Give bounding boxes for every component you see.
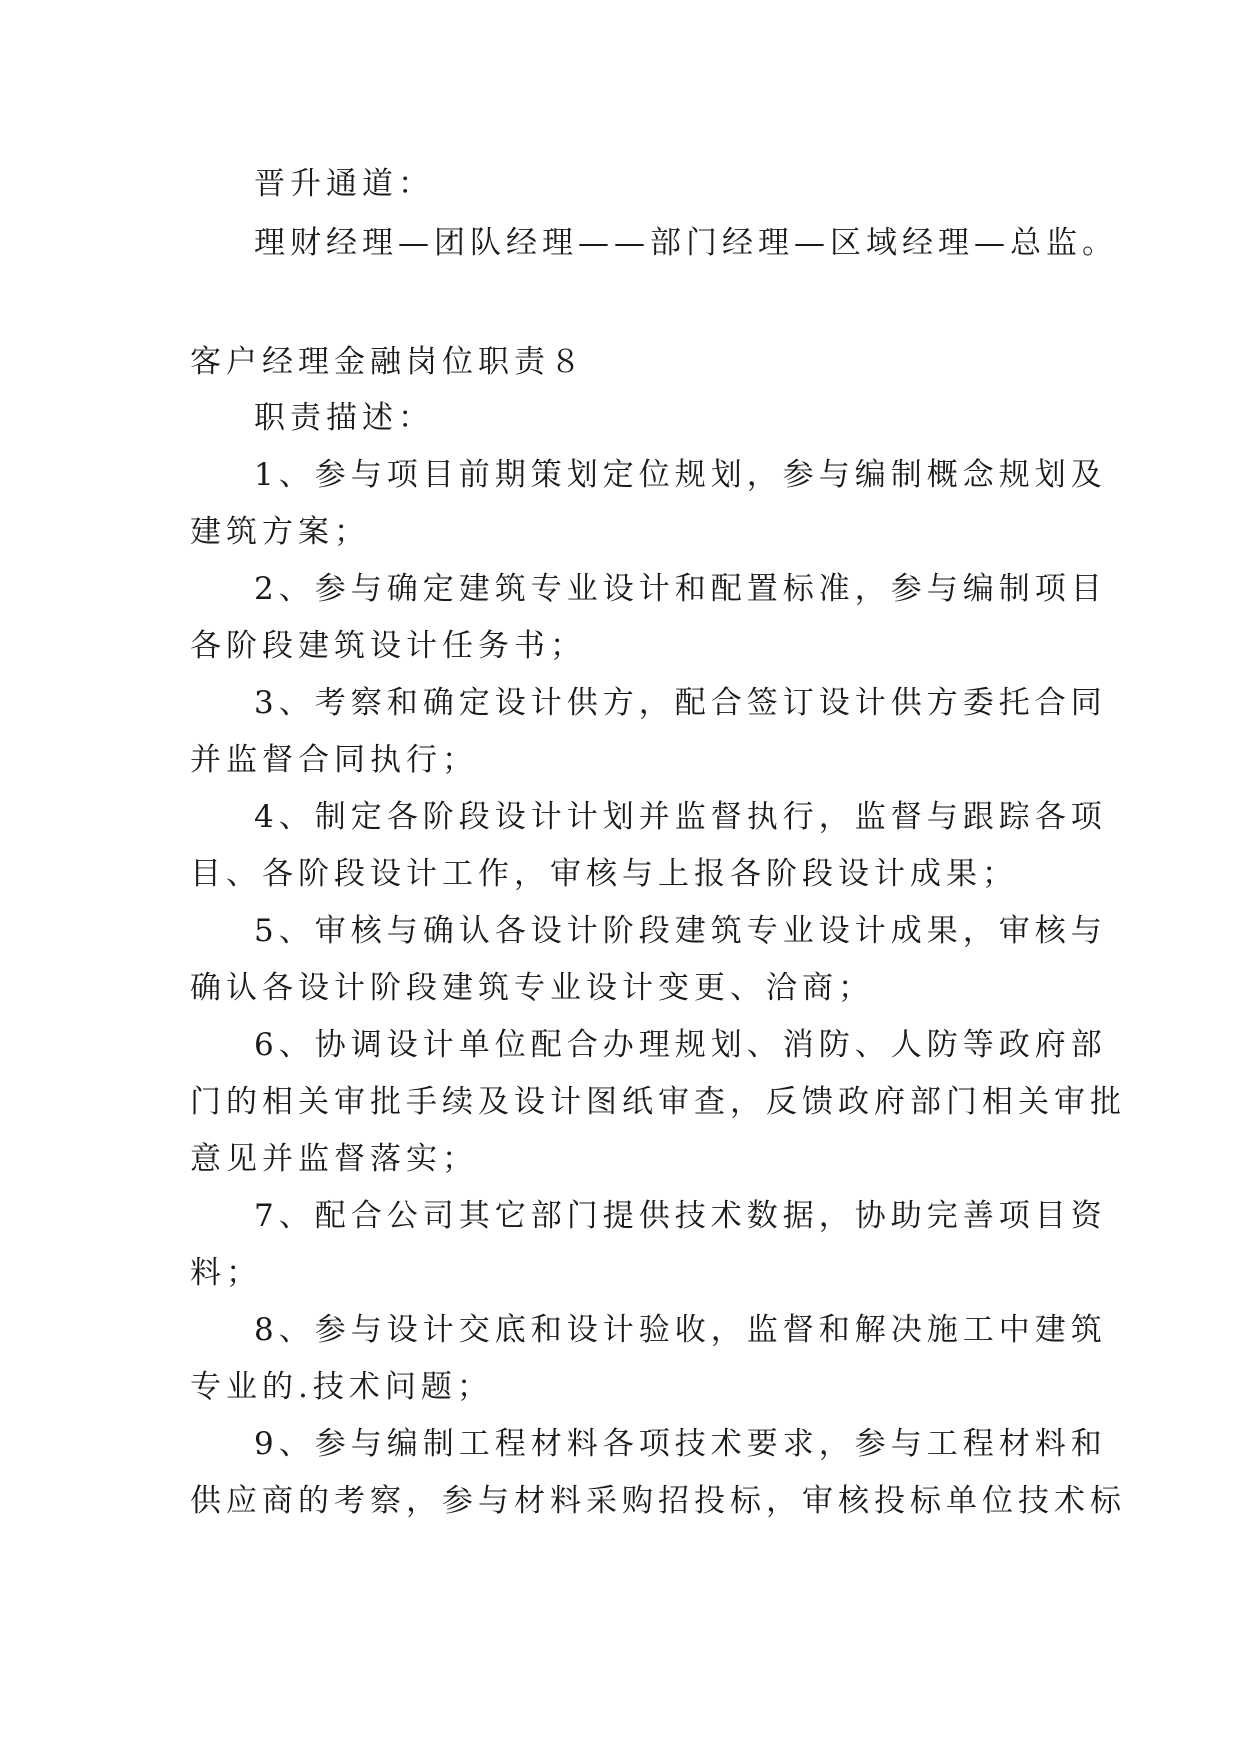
duty-2-line-2: 各阶段建筑设计任务书；: [190, 628, 586, 664]
duty-5-line-2: 确认各设计阶段建筑专业设计变更、洽商；: [190, 970, 874, 1006]
promotion-path: 理财经理—团队经理——部门经理—区域经理—总监。: [254, 225, 1118, 261]
duty-2-line-1: 2、参与确定建筑专业设计和配置标准，参与编制项目: [254, 571, 1107, 607]
duty-7-line-1: 7、配合公司其它部门提供技术数据，协助完善项目资: [254, 1198, 1107, 1234]
duty-9-line-1: 9、参与编制工程材料各项技术要求，参与工程材料和: [254, 1426, 1107, 1462]
duty-6-line-3: 意见并监督落实；: [190, 1141, 478, 1177]
duty-6-line-2: 门的相关审批手续及设计图纸审查，反馈政府部门相关审批: [190, 1084, 1126, 1120]
duty-3-line-1: 3、考察和确定设计供方，配合签订设计供方委托合同: [254, 685, 1107, 721]
document-page: [190, 0, 1126, 1754]
duty-1-line-1: 1、参与项目前期策划定位规划，参与编制概念规划及: [254, 457, 1107, 493]
duty-4-line-1: 4、制定各阶段设计计划并监督执行，监督与跟踪各项: [254, 799, 1107, 835]
duty-8-line-1: 8、参与设计交底和设计验收，监督和解决施工中建筑: [254, 1312, 1107, 1348]
duty-6-line-1: 6、协调设计单位配合办理规划、消防、人防等政府部: [254, 1027, 1107, 1063]
section-title: 客户经理金融岗位职责８: [190, 344, 586, 380]
duty-9-line-2: 供应商的考察，参与材料采购招投标，审核投标单位技术标: [190, 1483, 1126, 1519]
duty-5-line-1: 5、审核与确认各设计阶段建筑专业设计成果，审核与: [254, 913, 1107, 949]
duty-4-line-2: 目、各阶段设计工作，审核与上报各阶段设计成果；: [190, 856, 1018, 892]
duty-3-line-2: 并监督合同执行；: [190, 742, 478, 778]
duty-1-line-2: 建筑方案；: [190, 514, 370, 550]
duty-8-line-2: 专业的.技术问题；: [190, 1369, 493, 1405]
promotion-label: 晋升通道：: [254, 166, 434, 202]
section-subtitle: 职责描述：: [254, 400, 434, 436]
duty-7-line-2: 料；: [190, 1255, 262, 1291]
